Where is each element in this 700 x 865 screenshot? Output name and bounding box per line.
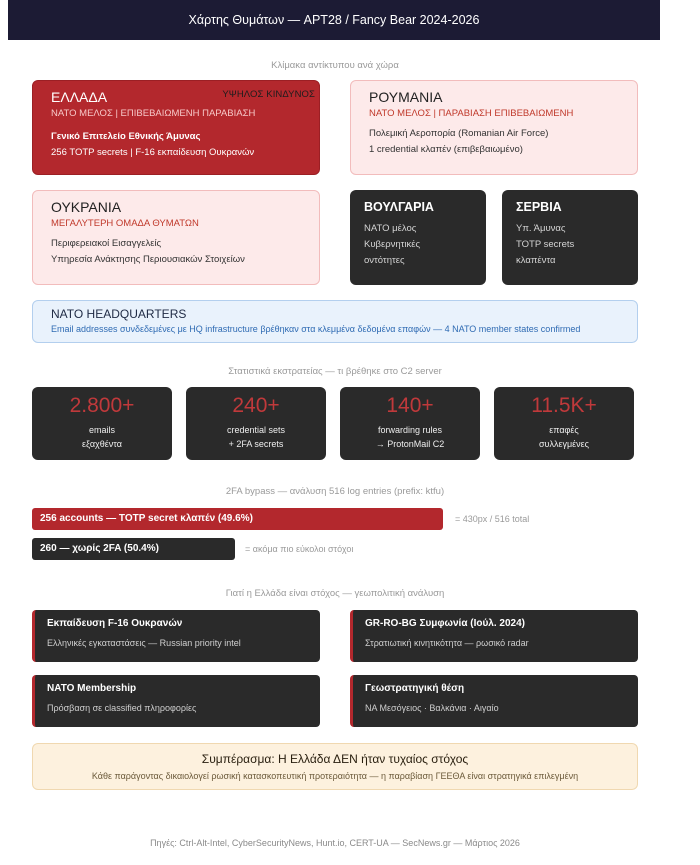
- conclusion-card: [32, 743, 638, 790]
- sources-footer: Πηγές: Ctrl-Alt-Intel, CyberSecurityNews, Hunt.io, CERT-UA — SecNews.gr — Μάρτιος 2026: [150, 838, 520, 848]
- nato-hq-card: [32, 300, 638, 343]
- stat-label: επαφές: [549, 425, 579, 435]
- country-name: ΡΟΥΜΑΝΙΑ: [369, 89, 443, 105]
- country-details: [369, 126, 619, 158]
- country-name: ΟΥΚΡΑΝΙΑ: [51, 199, 122, 215]
- country-details: [516, 221, 624, 269]
- stat-label: forwarding rules: [377, 425, 443, 435]
- stat-label: συλλεγμένες: [538, 439, 590, 449]
- country-detail: 1 credential κλαπέν (επιβεβαιωμένο): [369, 144, 523, 155]
- stat-card-contacts: [494, 387, 634, 460]
- country-name: ΕΛΛΑΔΑ: [51, 89, 108, 105]
- bypass-bar-no-2fa: [32, 538, 235, 560]
- country-card-greece: [32, 80, 320, 175]
- stat-value: 2.800+: [69, 394, 135, 417]
- reason-title: GR-RO-BG Συμφωνία (Ιούλ. 2024): [365, 618, 525, 629]
- page-title: Χάρτης Θυμάτων — APT28 / Fancy Bear 2024-2026: [188, 13, 480, 27]
- reason-title: NATO Membership: [47, 683, 137, 694]
- country-name: ΒΟΥΛΓΑΡΙΑ: [364, 200, 434, 214]
- conclusion-text: Κάθε παράγοντας δικαιολογεί ρωσική κατασκοπευτική προτεραιότητα — η παραβίαση ΓΕΕΘΑ είναι στρατηγικά επιλεγμένη: [91, 771, 579, 781]
- stat-label: + 2FA secrets: [228, 439, 284, 449]
- country-card-serbia: [502, 190, 638, 285]
- reason-title: Γεωστρατηγική θέση: [365, 683, 465, 694]
- reason-card: [350, 675, 638, 727]
- country-details: [51, 236, 301, 268]
- country-status: ΝΑΤΟ ΜΕΛΟΣ | ΠΑΡΑΒΙΑΣΗ ΕΠΙΒΕΒΑΙΩΜΕΝΗ: [369, 108, 574, 119]
- country-status: ΜΕΓΑΛΥΤΕΡΗ ΟΜΑΔΑ ΘΥΜΑΤΩΝ: [51, 218, 199, 229]
- stat-label: credential sets: [226, 425, 286, 435]
- country-detail: TOTP secrets: [516, 239, 575, 250]
- country-detail: 256 TOTP secrets | F-16 εκπαίδευση Ουκρανών: [51, 147, 255, 158]
- reason-text: Πρόσβαση σε classified πληροφορίες: [47, 703, 197, 713]
- stat-card-emails: [32, 387, 172, 460]
- stat-value: 140+: [386, 394, 434, 417]
- stat-card-forwarding-rules: [340, 387, 480, 460]
- impact-section-label: Κλίμακα αντίκτυπου ανά χώρα: [271, 60, 399, 71]
- country-detail: Υπ. Άμυνας: [516, 223, 566, 234]
- country-card-romania: [350, 80, 638, 175]
- stat-label: εξαχθέντα: [82, 439, 122, 449]
- reason-card: [350, 610, 638, 662]
- reason-text: Στρατιωτική κινητικότητα — ρωσικό radar: [365, 638, 529, 648]
- country-details: [364, 221, 472, 269]
- reason-text: Ελληνικές εγκαταστάσεις — Russian priority intel: [47, 638, 241, 648]
- country-detail: Πολεμική Αεροπορία (Romanian Air Force): [369, 128, 549, 139]
- bypass-bar-label: 260 — χωρίς 2FA (50.4%): [40, 543, 159, 554]
- country-details: [51, 129, 301, 161]
- stat-card-credentials: [186, 387, 326, 460]
- nato-hq-text: Email addresses συνδεδεμένες με HQ infrastructure βρέθηκαν στα κλεμμένα δεδομένα επαφών — 4 NATO member states confirmed: [51, 324, 581, 334]
- bypass-section-label: 2FA bypass — ανάλυση 516 log entries (prefix: ktfu): [225, 486, 445, 497]
- country-detail: Υπηρεσία Ανάκτησης Περιουσιακών Στοιχείων: [51, 254, 245, 265]
- bypass-bar-note: = 430px / 516 total: [455, 514, 530, 524]
- stat-label: emails: [88, 425, 115, 435]
- country-detail: Περιφερειακοί Εισαγγελείς: [51, 238, 162, 249]
- country-card-ukraine: [32, 190, 320, 285]
- stat-value: 240+: [232, 394, 280, 417]
- bypass-bar-totp: [32, 508, 443, 530]
- country-detail: οντότητες: [364, 255, 405, 266]
- reason-card: [32, 610, 320, 662]
- country-name: ΣΕΡΒΙΑ: [516, 200, 562, 214]
- stat-label: → ProtonMail C2: [375, 439, 445, 449]
- stat-value: 11.5K+: [531, 394, 597, 417]
- country-detail: ΝΑΤΟ μέλος: [364, 223, 417, 234]
- stats-section-label: Στατιστικά εκστρατείας — τι βρέθηκε στο C2 server: [228, 366, 442, 377]
- bypass-bar-label: 256 accounts — TOTP secret κλαπέν (49.6%): [40, 513, 253, 524]
- country-detail: Γενικό Επιτελείο Εθνικής Άμυνας: [51, 131, 201, 142]
- country-detail: Κυβερνητικές: [364, 239, 421, 250]
- conclusion-title: Συμπέρασμα: Η Ελλάδα ΔΕΝ ήταν τυχαίος στόχος: [201, 752, 469, 766]
- reason-card: [32, 675, 320, 727]
- risk-badge: ΥΨΗΛΟΣ ΚΙΝΔΥΝΟΣ: [222, 89, 315, 100]
- country-card-bulgaria: [350, 190, 486, 285]
- country-detail: κλαπέντα: [516, 255, 556, 266]
- country-status: ΝΑΤΟ ΜΕΛΟΣ | ΕΠΙΒΕΒΑΙΩΜΕΝΗ ΠΑΡΑΒΙΑΣΗ: [51, 108, 256, 119]
- reason-text: ΝΑ Μεσόγειος · Βαλκάνια · Αιγαίο: [365, 703, 499, 713]
- bypass-bar-note: = ακόμα πιο εύκολοι στόχοι: [245, 544, 354, 554]
- nato-hq-title: NATO HEADQUARTERS: [51, 307, 187, 321]
- page-header: [8, 0, 660, 40]
- reasons-section-label: Γιατί η Ελλάδα είναι στόχος — γεωπολιτική ανάλυση: [225, 588, 445, 599]
- reason-title: Εκπαίδευση F-16 Ουκρανών: [47, 618, 183, 629]
